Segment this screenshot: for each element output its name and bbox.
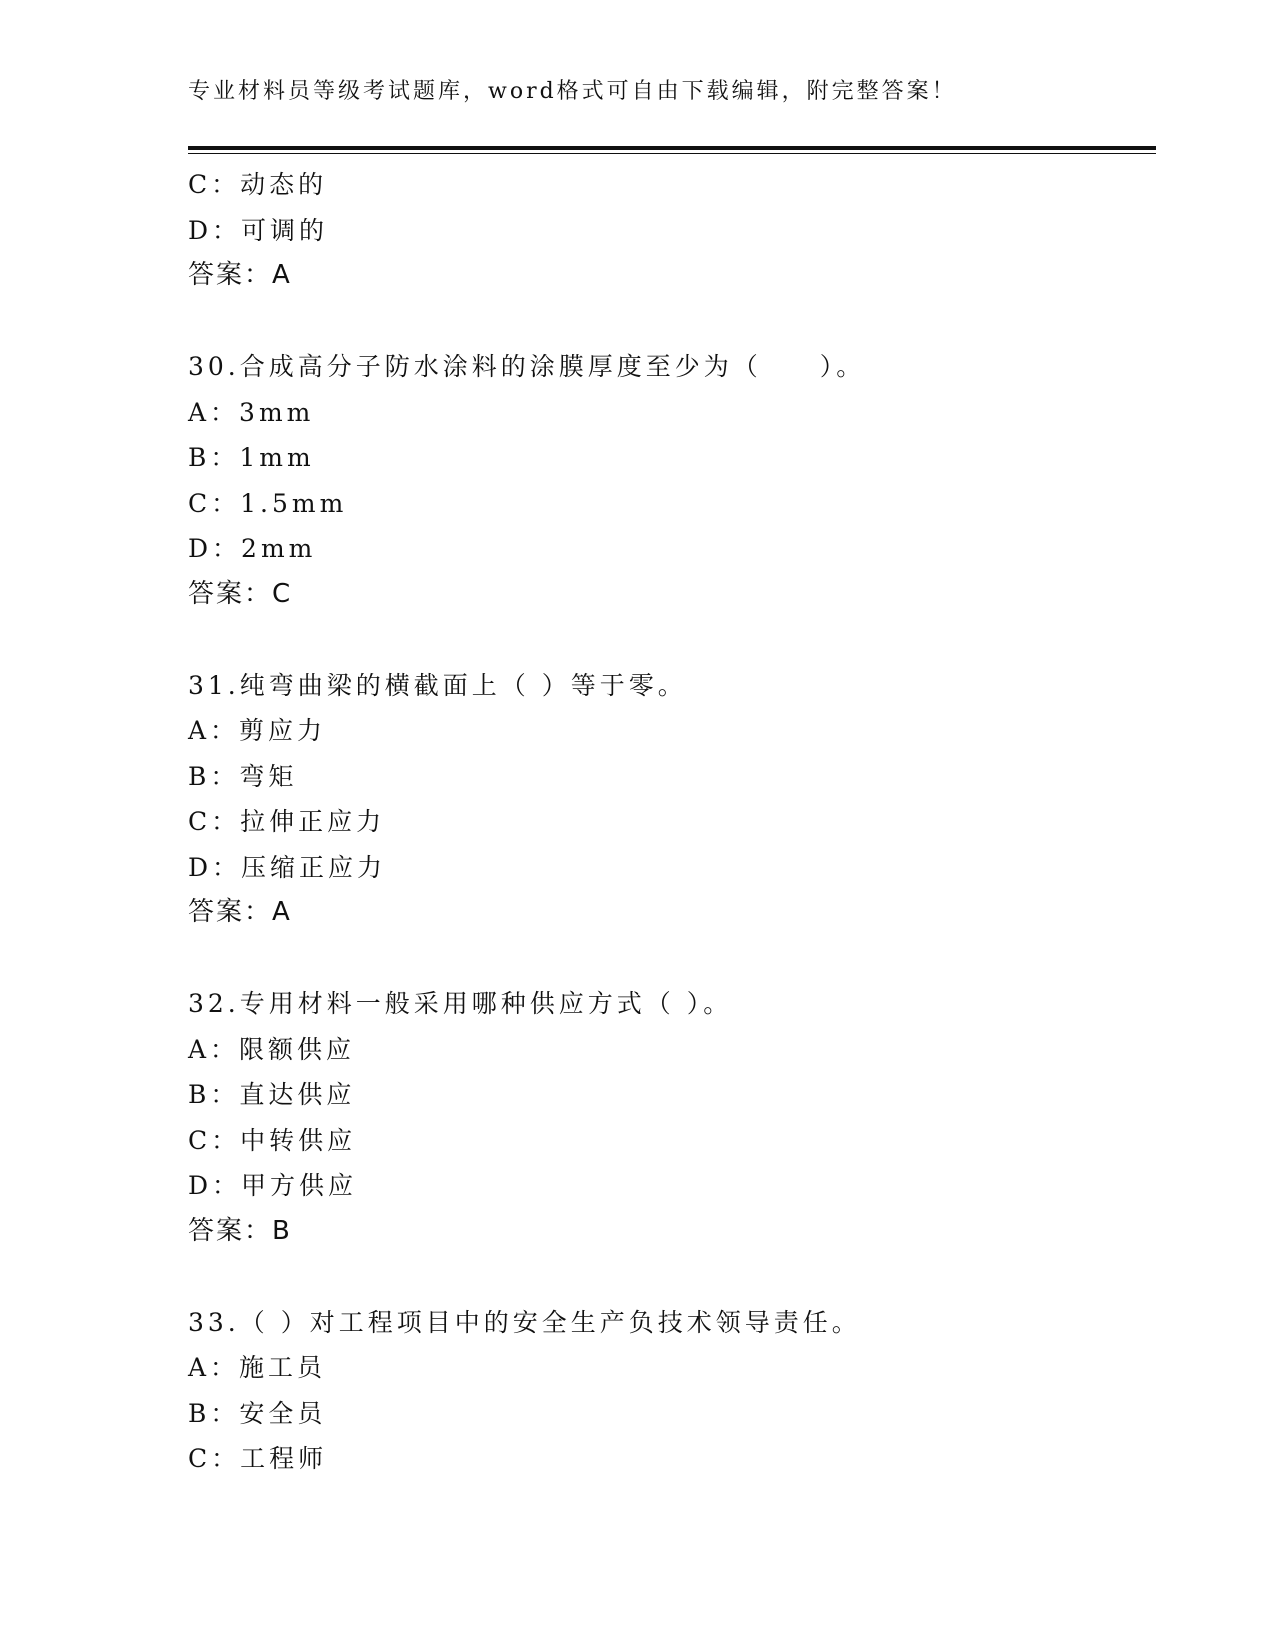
- option-a: A：3mm: [188, 397, 315, 427]
- document-body: [188, 162, 1156, 1482]
- option-a: A：剪应力: [188, 716, 327, 745]
- question-text: 31.纯弯曲梁的横截面上（ ）等于零。: [188, 670, 687, 700]
- option-b: B：1mm: [188, 443, 315, 472]
- question-30: [188, 344, 1156, 617]
- previous-question-tail: [188, 162, 1156, 299]
- option-c: C：中转供应: [188, 1125, 357, 1155]
- option-b: B：弯矩: [188, 761, 298, 791]
- spacer: [188, 299, 1156, 345]
- question-32: [188, 981, 1156, 1254]
- question-31: [188, 663, 1156, 936]
- option-d: D：压缩正应力: [188, 852, 387, 882]
- page-header: 专业材料员等级考试题库，word格式可自由下载编辑，附完整答案！: [188, 79, 957, 104]
- option-b: B：直达供应: [188, 1080, 356, 1109]
- spacer: [188, 936, 1156, 982]
- spacer: [188, 1254, 1156, 1300]
- option-d: D：2mm: [188, 534, 317, 563]
- option-c: C：动态的: [188, 170, 328, 199]
- answer-line: 答案：A: [188, 260, 292, 290]
- question-33: [188, 1300, 1156, 1482]
- question-text: 33.（ ）对工程项目中的安全生产负技术领导责任。: [188, 1307, 861, 1337]
- spacer: [188, 617, 1156, 663]
- option-c: C：工程师: [188, 1444, 328, 1473]
- question-text: 32.专用材料一般采用哪种供应方式（ ）。: [188, 989, 733, 1018]
- option-d: D：甲方供应: [188, 1171, 358, 1200]
- option-a: A：限额供应: [188, 1034, 356, 1064]
- option-a: A：施工员: [188, 1353, 327, 1382]
- answer-line: 答案：C: [188, 578, 293, 609]
- header-rule-thin: [188, 153, 1156, 154]
- question-text: 30.合成高分子防水涂料的涂膜厚度至少为（ ）。: [188, 352, 866, 381]
- option-c: C：1.5mm: [188, 488, 348, 518]
- header-rule-thick: [188, 146, 1156, 150]
- answer-line: 答案：B: [188, 1215, 292, 1246]
- answer-line: 答案：A: [188, 897, 292, 927]
- option-d: D：可调的: [188, 215, 329, 245]
- option-c: C：拉伸正应力: [188, 807, 386, 836]
- option-b: B：安全员: [188, 1398, 327, 1428]
